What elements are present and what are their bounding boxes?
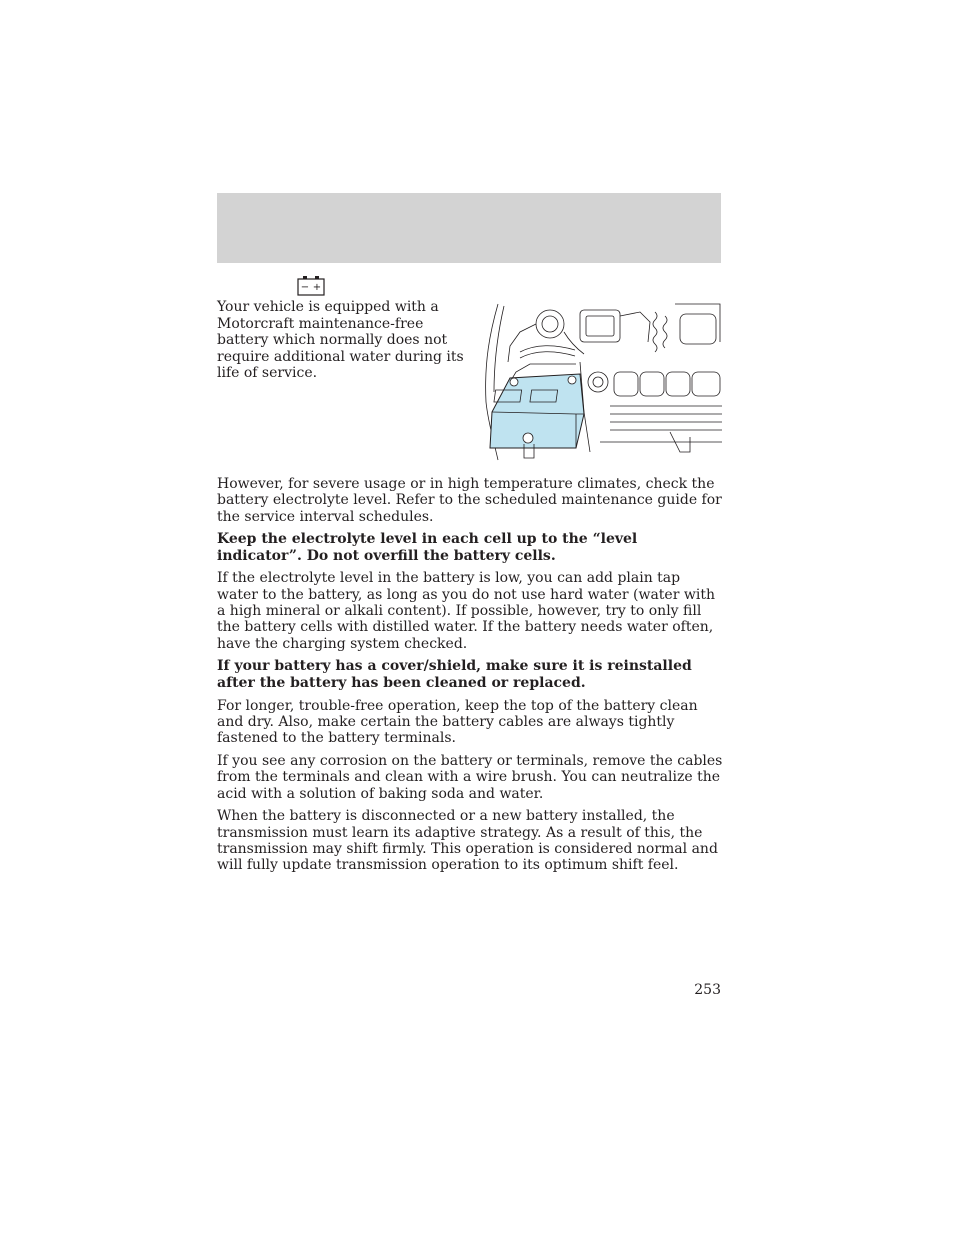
intro-paragraph: Your vehicle is equipped with a Motorcraft maintenance-free battery which normally does not require additional water during its life of service.	[217, 299, 464, 381]
paragraph-adding-water: If the electrolyte level in the battery is low, you can add plain tap water to the battery, as long as you do not use hard water (water with a high mineral or alkali content). If possible, however, try to only fill the battery cells with distilled water. If the battery needs water often, have the charging system checked.	[217, 570, 715, 652]
paragraph-severe-usage: However, for severe usage or in high temperature climates, check the battery electrolyte level. Refer to the scheduled maintenance guide for the service interval schedules.	[217, 476, 722, 525]
page-number: 253	[694, 982, 721, 998]
paragraph-transmission: When the battery is disconnected or a new battery installed, the transmission must learn its adaptive strategy. As a result of this, the transmission may shift firmly. This operation is considered normal and will fully update transmission operation to its optimum shift feel.	[217, 808, 718, 874]
paragraph-cover-shield: If your battery has a cover/shield, make sure it is reinstalled after the battery has been cleaned or replaced.	[217, 658, 692, 691]
battery-minus-sign: −	[300, 282, 310, 293]
battery-plus-sign: +	[312, 282, 322, 293]
paragraph-electrolyte-warning: Keep the electrolyte level in each cell up to the “level indicator”. Do not overfill the battery cells.	[217, 531, 638, 564]
engine-compartment-battery-illustration	[480, 302, 723, 462]
section-header-band	[217, 193, 721, 263]
battery-icon	[297, 275, 325, 297]
paragraph-clean-dry: For longer, trouble-free operation, keep the top of the battery clean and dry. Also, make certain the battery cables are always tightly fastened to the battery terminals.	[217, 697, 698, 747]
battery-highlight	[490, 374, 584, 448]
body-text	[217, 476, 723, 880]
paragraph-corrosion: If you see any corrosion on the battery or terminals, remove the cables from the terminals and clean with a wire brush. You can neutralize the acid with a solution of baking soda and water.	[217, 752, 723, 802]
